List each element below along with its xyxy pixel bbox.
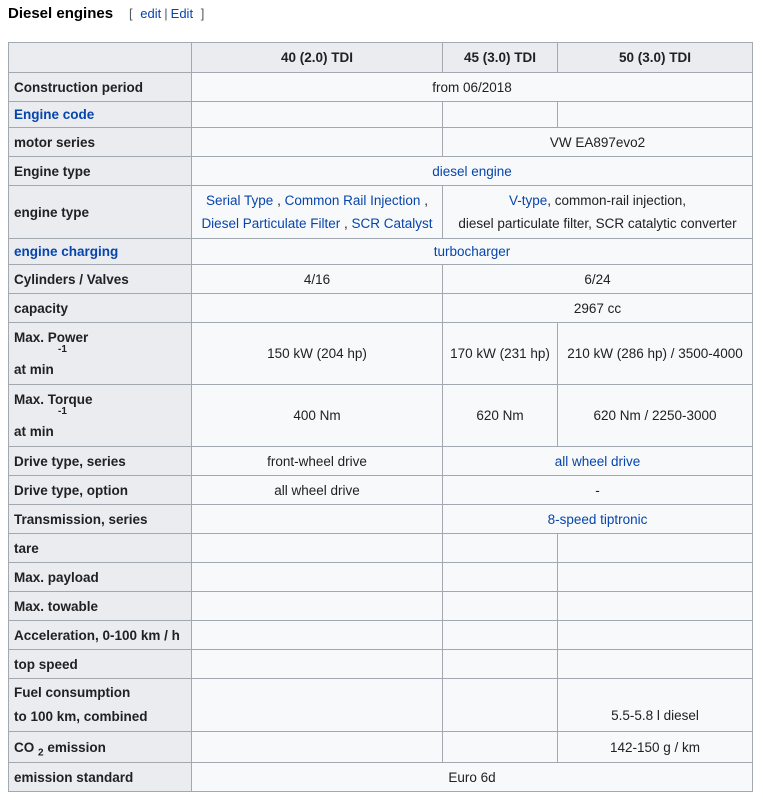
table-row xyxy=(9,73,753,102)
table-cell: 4/16 xyxy=(192,265,443,294)
table-cell: 210 kW (286 hp) / 3500-4000 xyxy=(558,323,753,385)
row-label: motor series xyxy=(9,128,192,157)
row-label: emission standard xyxy=(9,763,192,792)
table-cell: 170 kW (231 hp) xyxy=(443,323,558,385)
table-cell: Euro 6d xyxy=(192,763,753,792)
row-label: Max. Torque $^{-1}$ at min xyxy=(9,385,192,447)
table-cell-link[interactable]: all wheel drive xyxy=(443,447,753,476)
row-label: capacity xyxy=(9,294,192,323)
edit-link[interactable]: edit xyxy=(140,6,162,21)
common-rail-link[interactable]: Common Rail Injection xyxy=(284,193,421,208)
table-row xyxy=(9,239,753,265)
table-cell xyxy=(443,534,558,563)
table-cell: 620 Nm / 2250-3000 xyxy=(558,385,753,447)
table-cell: from 06/2018 xyxy=(192,73,753,102)
table-cell xyxy=(558,534,753,563)
table-cell xyxy=(192,534,443,563)
row-label: Max. Power $^{-1}$ at min xyxy=(9,323,192,385)
table-row xyxy=(9,650,753,679)
table-row xyxy=(9,157,753,186)
table-row xyxy=(9,679,753,732)
diesel-engines-table xyxy=(8,42,753,792)
table-cell xyxy=(192,505,443,534)
row-label: Transmission, series xyxy=(9,505,192,534)
table-row xyxy=(9,102,753,128)
edit-source-link[interactable]: Edit xyxy=(170,6,194,21)
table-row xyxy=(9,621,753,650)
table-cell xyxy=(443,621,558,650)
scr-catalyst-link[interactable]: SCR Catalyst xyxy=(351,216,433,231)
table-cell xyxy=(558,621,753,650)
section-title: Diesel engines xyxy=(8,5,114,22)
table-row xyxy=(9,385,753,447)
table-cell xyxy=(192,294,443,323)
table-cell xyxy=(558,102,753,128)
row-label: tare xyxy=(9,534,192,563)
v-type-link[interactable]: V-type xyxy=(508,193,548,208)
table-cell: V-type, common-rail injection, diesel particulate filter, SCR catalytic converter xyxy=(443,186,753,239)
table-row xyxy=(9,265,753,294)
serial-type-link[interactable]: Serial Type xyxy=(206,193,274,208)
header-empty-cell xyxy=(9,43,192,73)
table-cell: 620 Nm xyxy=(443,385,558,447)
table-cell xyxy=(192,592,443,621)
row-label-link[interactable]: engine charging xyxy=(9,239,192,265)
table-cell: 142-150 g / km xyxy=(558,732,753,763)
table-cell xyxy=(443,563,558,592)
table-cell-link[interactable]: 8-speed tiptronic xyxy=(443,505,753,534)
table-cell: 2967 cc xyxy=(443,294,753,323)
table-row xyxy=(9,732,753,763)
table-cell xyxy=(443,650,558,679)
column-header: 45 (3.0) TDI xyxy=(443,43,558,73)
row-label: Max. payload xyxy=(9,563,192,592)
table-cell: 5.5-5.8 l diesel xyxy=(558,679,753,732)
table-header-row xyxy=(9,43,753,73)
table-cell: Serial Type , Common Rail Injection , Diesel Particulate Filter , SCR Catalyst xyxy=(192,186,443,239)
table-cell xyxy=(192,563,443,592)
table-cell xyxy=(443,679,558,732)
table-row xyxy=(9,505,753,534)
table-cell: 400 Nm xyxy=(192,385,443,447)
row-label: Cylinders / Valves xyxy=(9,265,192,294)
table-row xyxy=(9,563,753,592)
table-cell xyxy=(192,650,443,679)
table-cell: all wheel drive xyxy=(192,476,443,505)
table-cell: front-wheel drive xyxy=(192,447,443,476)
row-label: top speed xyxy=(9,650,192,679)
column-header: 50 (3.0) TDI xyxy=(558,43,753,73)
table-cell-link[interactable]: turbocharger xyxy=(192,239,753,265)
row-label: Construction period xyxy=(9,73,192,102)
table-cell xyxy=(192,679,443,732)
table-row xyxy=(9,323,753,385)
table-cell: 150 kW (204 hp) xyxy=(192,323,443,385)
table-cell xyxy=(558,563,753,592)
row-label: engine type xyxy=(9,186,192,239)
table-row xyxy=(9,534,753,563)
table-cell xyxy=(192,732,443,763)
table-cell xyxy=(192,621,443,650)
table-cell xyxy=(192,102,443,128)
column-header: 40 (2.0) TDI xyxy=(192,43,443,73)
table-cell: VW EA897evo2 xyxy=(443,128,753,157)
row-label: Engine type xyxy=(9,157,192,186)
section-heading xyxy=(8,5,204,27)
row-label: Max. towable xyxy=(9,592,192,621)
table-row xyxy=(9,294,753,323)
dpf-link[interactable]: Diesel Particulate Filter xyxy=(201,216,341,231)
row-label: CO $_2$ emission xyxy=(9,732,192,763)
table-cell-link[interactable]: diesel engine xyxy=(192,157,753,186)
table-cell xyxy=(443,592,558,621)
table-row xyxy=(9,592,753,621)
table-cell xyxy=(558,650,753,679)
row-label: Drive type, series xyxy=(9,447,192,476)
row-label-link[interactable]: Engine code xyxy=(9,102,192,128)
table-row xyxy=(9,763,753,792)
table-cell xyxy=(443,102,558,128)
table-row xyxy=(9,476,753,505)
table-row xyxy=(9,447,753,476)
row-label: Fuel consumption to 100 km, combined xyxy=(9,679,192,732)
table-cell xyxy=(443,732,558,763)
table-cell xyxy=(558,592,753,621)
row-label: Drive type, option xyxy=(9,476,192,505)
table-cell: - xyxy=(443,476,753,505)
table-row xyxy=(9,128,753,157)
row-label: Acceleration, 0-100 km / h xyxy=(9,621,192,650)
table-cell xyxy=(192,128,443,157)
table-cell: 6/24 xyxy=(443,265,753,294)
edit-section-links: [ edit | Edit ] xyxy=(129,6,205,21)
table-row xyxy=(9,186,753,239)
